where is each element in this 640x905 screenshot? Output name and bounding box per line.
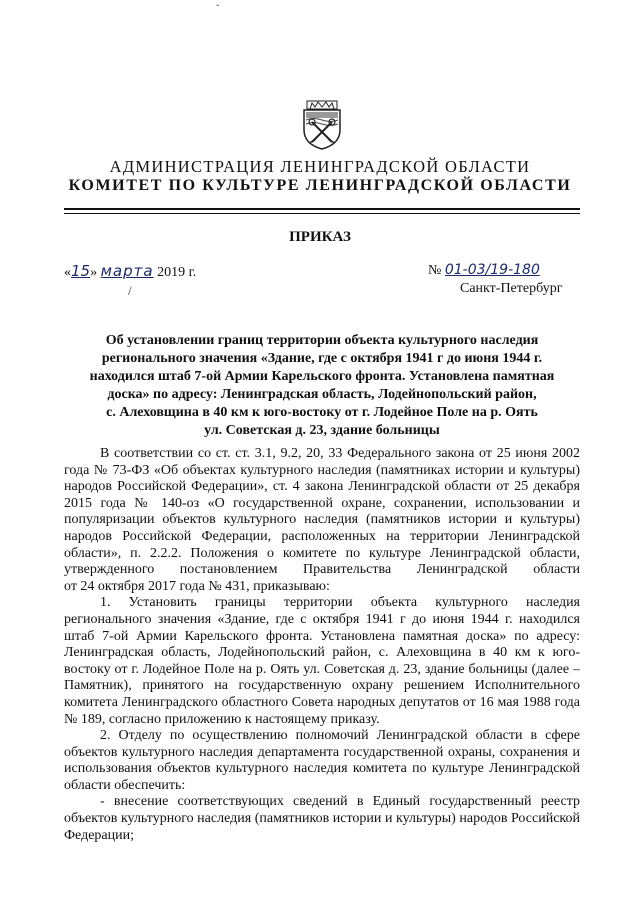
date-month-handwritten: марта	[100, 262, 154, 280]
title-line: с. Алеховщина в 40 км к юго-востоку от г. Лодейное Поле на р. Оять	[106, 405, 538, 420]
item-1-paragraph: 1. Установить границы территории объекта культурного наследия регионального значения «Здание, где с октября 1941 г до июня 1944 г. находился штаб 7-ой Армии Карельского фронта. Установлена памятная доска» по адресу: Ленинградская область, Лодейнопольский район, с. Алеховщина в 40 км к юго-востоку от г. Лодейное Поле на р. Оять ул. Советская д. 23, здание больницы (далее – Памятник), принятого на государственную охрану решением Исполнительного комитета Ленинградского областного Совета народных депутатов от 16 мая 1988 года № 189, согласно приложению к настоящему приказу.	[64, 595, 580, 727]
item-2-paragraph: 2. Отделу по осуществлению полномочий Ленинградской области в сфере объектов культурного наследия департамента государственной охраны, сохранения и использования объектов культурного наследия комитета по культуре Ленинградской области обеспечить:	[64, 728, 580, 793]
preamble-paragraph: В соответствии со ст. ст. 3.1, 9.2, 20, 33 Федерального закона от 25 июня 2002 года № 73-ФЗ «Об объектах культурного наследия (памятниках истории и культуры) народов Российской Федерации», ст. 4 закона Ленинградской области от 25 декабря 2015 года № 140-оз «О государственной охране, сохранении, использовании и популяризации объектов культурного наследия (памятников истории и культуры) народов Российской Федерации, расположенных на территории Ленинградской области», п. 2.2.2. Положения о комитете по культуре Ленинградской области, утвержденного постановлением Правительства Ленинградской области	[64, 446, 580, 578]
title-line: доска» по адресу: Ленинградская область, Лодейнопольский район,	[107, 387, 537, 402]
date-open-quote: «	[64, 265, 71, 280]
scan-mark: ˇ	[216, 4, 220, 15]
date-close-quote: »	[90, 265, 98, 280]
number-handwritten: 01-03/19-180	[444, 262, 540, 278]
date-day-handwritten: 15	[71, 262, 91, 280]
order-number	[428, 262, 540, 279]
header-rule-thick	[64, 208, 580, 210]
header-rule-thin	[64, 213, 580, 214]
title-line: ул. Советская д. 23, здание больницы	[204, 423, 440, 438]
title-line: Об установлении границ территории объекта культурного наследия	[105, 333, 539, 348]
order-title	[80, 332, 564, 440]
order-date	[64, 262, 196, 281]
committee-name: КОМИТЕТ ПО КУЛЬТУРЕ ЛЕНИНГРАДСКОЙ ОБЛАСТИ	[68, 177, 572, 194]
date-year: 2019 г.	[157, 265, 197, 280]
pen-stroke: /	[128, 283, 132, 298]
preamble-end: от 24 октября 2017 года № 431, приказываю:	[64, 578, 330, 594]
city: Санкт-Петербург	[460, 281, 563, 296]
title-line: находился штаб 7-ой Армии Карельского фронта. Установлена памятная	[89, 369, 555, 384]
item-2-subitem: - внесение соответствующих сведений в Единый государственный реестр объектов культурного наследия (памятников истории и культуры) народов Российской Федерации;	[64, 794, 580, 843]
coat-of-arms-icon	[301, 100, 343, 150]
order-body	[64, 446, 580, 844]
title-line: регионального значения «Здание, где с октября 1941 г до июня 1944 г.	[101, 351, 543, 366]
document-type: ПРИКАЗ	[289, 229, 351, 245]
administration-name: АДМИНИСТРАЦИЯ ЛЕНИНГРАДСКОЙ ОБЛАСТИ	[109, 157, 531, 176]
number-prefix: №	[428, 263, 442, 278]
